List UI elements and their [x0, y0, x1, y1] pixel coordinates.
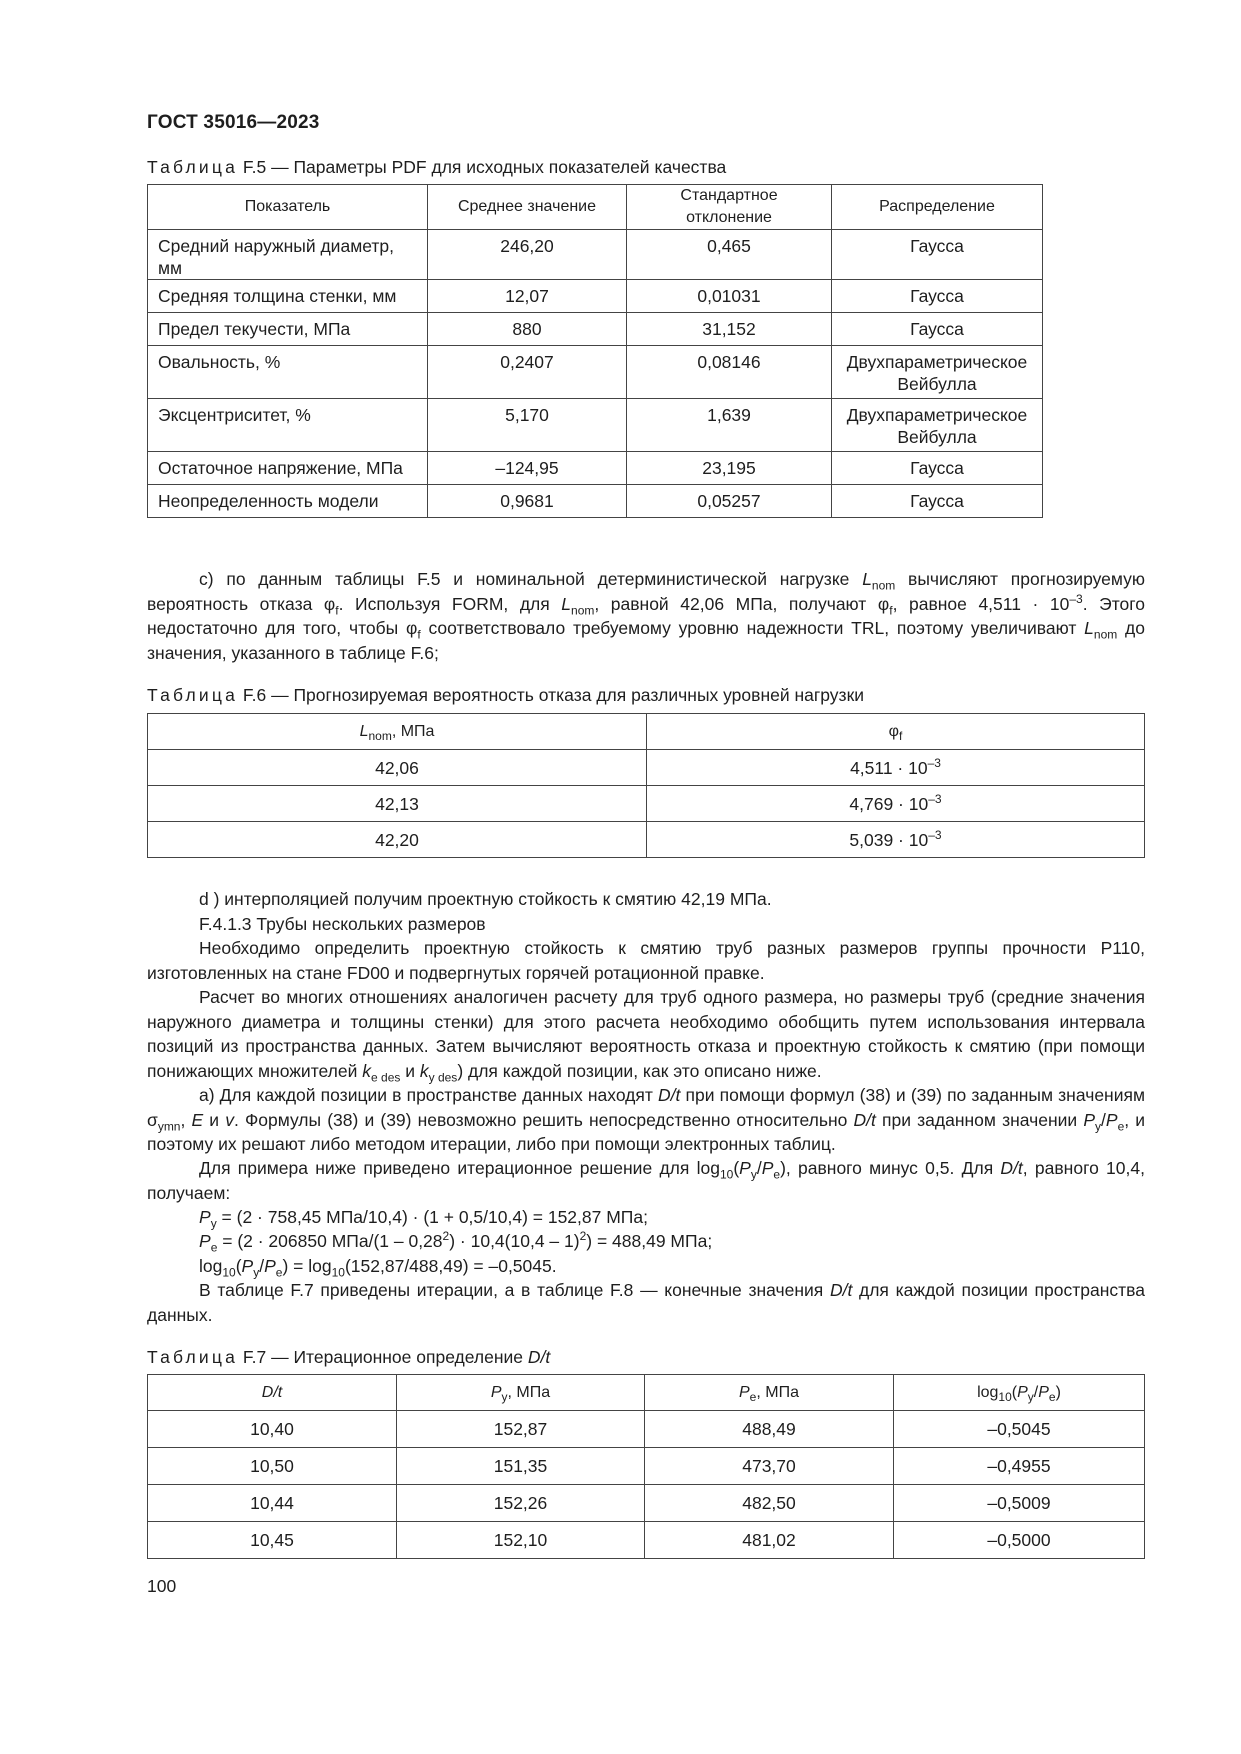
table-row: Средний наружный диаметр, мм 246,20 0,465 Гаусса: [148, 230, 1043, 280]
paragraph-c: c) по данным таблицы F.5 и номинальной детерминистической нагрузке $L_{nom}$ вычисляют прогнозируемую вероятность отказа $\varphi_f$. Используя FORM, для $L_{nom}$, равной 42,06 МПа, получают $\varphi_f$, равное $4,511 \cdot 10^{-3}$. Этого недостаточно для того, чтобы $\varphi_f$ соответствовало требуемому уровню надежности TRL, поэтому увеличивают $L_{nom}$ до значения, указанного в таблице F.6;: [147, 569, 1145, 663]
paragraph-2: Расчет во многих отношениях аналогичен расчету для труб одного размера, но размеры труб (средние значения наружного диаметра и толщины стенки) для этого расчета необходимо обобщить путем использования интервала позиций из пространства данных. Затем вычисляют вероятность отказа и проектную стойкость к смятию (при помощи понижающих множителей $k_{e des}$ и $k_{y des}$) для каждой позиции, как это описано ниже.: [147, 987, 1145, 1084]
column-header: $P_y$, МПа: [397, 1375, 645, 1411]
page-number: 100: [147, 1576, 177, 1596]
formula-py: $P_y = (2 \cdot 758,45$ МПа/10,4) · (1 + 0,5/10,4) = 152,87 МПа;: [199, 1207, 648, 1231]
table-f5-caption: Таблица F.5 — Параметры PDF для исходных показателей качества: [147, 157, 727, 177]
table-f7: [147, 1374, 1145, 1559]
table-row: Эксцентриситет, % 5,170 1,639 Двухпараметрическое Вейбулла: [148, 399, 1043, 452]
column-header: $\varphi_f$: [647, 714, 1145, 750]
column-header: Распределение: [832, 185, 1043, 230]
table-row: 42,20 $5,039 \cdot 10^{-3}$: [148, 822, 1145, 858]
table-f6: [147, 713, 1145, 858]
table-row: Предел текучести, МПа 880 31,152 Гаусса: [148, 313, 1043, 346]
table-row: Остаточное напряжение, МПа –124,95 23,195 Гаусса: [148, 452, 1043, 485]
column-header: $L_{nom}$, МПа: [148, 714, 647, 750]
table-row: 10,45 152,10 481,02 –0,5000: [148, 1522, 1145, 1559]
table-row: 10,44 152,26 482,50 –0,5009: [148, 1485, 1145, 1522]
table-f6-caption: Таблица F.6 — Прогнозируемая вероятность отказа для различных уровней нагрузки: [147, 685, 865, 705]
paragraph-1: Необходимо определить проектную стойкость к смятию труб разных размеров группы прочности P110, изготовленных на стане FD00 и подвергнутых горячей ротационной правке.: [147, 938, 1145, 983]
table-header-row: [148, 185, 1043, 230]
table-row: Неопределенность модели 0,9681 0,05257 Гаусса: [148, 485, 1043, 518]
column-header: Показатель: [148, 185, 428, 230]
table-f7-caption: Таблица F.7 — Итерационное определение D/t: [147, 1347, 551, 1367]
table-row: 10,50 151,35 473,70 –0,4955: [148, 1448, 1145, 1485]
section-heading: F.4.1.3 Трубы нескольких размеров: [199, 914, 486, 934]
table-row: Овальность, % 0,2407 0,08146 Двухпараметрическое Вейбулла: [148, 346, 1043, 399]
table-row: Средняя толщина стенки, мм 12,07 0,01031 Гаусса: [148, 280, 1043, 313]
column-header: D/t: [148, 1375, 397, 1411]
formula-log: $\log_{10}(P_y/P_e) = \log_{10}(152,87/488,49) = -0,5045$.: [199, 1256, 557, 1280]
column-header: Стандартное отклонение: [627, 185, 832, 230]
table-row: 42,06 $4,511 \cdot 10^{-3}$: [148, 750, 1145, 786]
table-header-row: [148, 714, 1145, 750]
paragraph-tables-ref: В таблице F.7 приведены итерации, а в таблице F.8 — конечные значения D/t для каждой позиции пространства данных.: [147, 1280, 1145, 1325]
table-header-row: [148, 1375, 1145, 1411]
column-header: Среднее значение: [428, 185, 627, 230]
document-header: ГОСТ 35016—2023: [147, 112, 320, 133]
formula-pe: $P_e = (2 \cdot 206850$ $МПа/(1 - 0,28^2) \cdot 10,4(10,4 - 1)^2) = 488,49$ МПа;: [199, 1229, 713, 1255]
table-f5: [147, 184, 1043, 518]
table-row: 42,13 $4,769 \cdot 10^{-3}$: [148, 786, 1145, 822]
paragraph-example: Для примера ниже приведено итерационное решение для $\log_{10}(P_y/P_e)$, равного минус 0,5. Для D/t, равного 10,4, получаем:: [147, 1158, 1145, 1203]
paragraph-a: a) Для каждой позиции в пространстве данных находят D/t при помощи формул (38) и (39) по заданным значениям $\sigma_{ymn}$, E и v. Формулы (38) и (39) невозможно решить непосредственно относительно D/t при заданном значении $P_y/P_e$, и поэтому их решают либо методом итерации, либо при помощи электронных таблиц.: [147, 1085, 1146, 1154]
table-row: 10,40 152,87 488,49 –0,5045: [148, 1411, 1145, 1448]
column-header: $\log_{10}(P_y/P_e)$: [894, 1375, 1145, 1411]
column-header: $P_e$, МПа: [645, 1375, 894, 1411]
paragraph-d: d ) интерполяцией получим проектную стойкость к смятию 42,19 МПа.: [199, 889, 772, 909]
